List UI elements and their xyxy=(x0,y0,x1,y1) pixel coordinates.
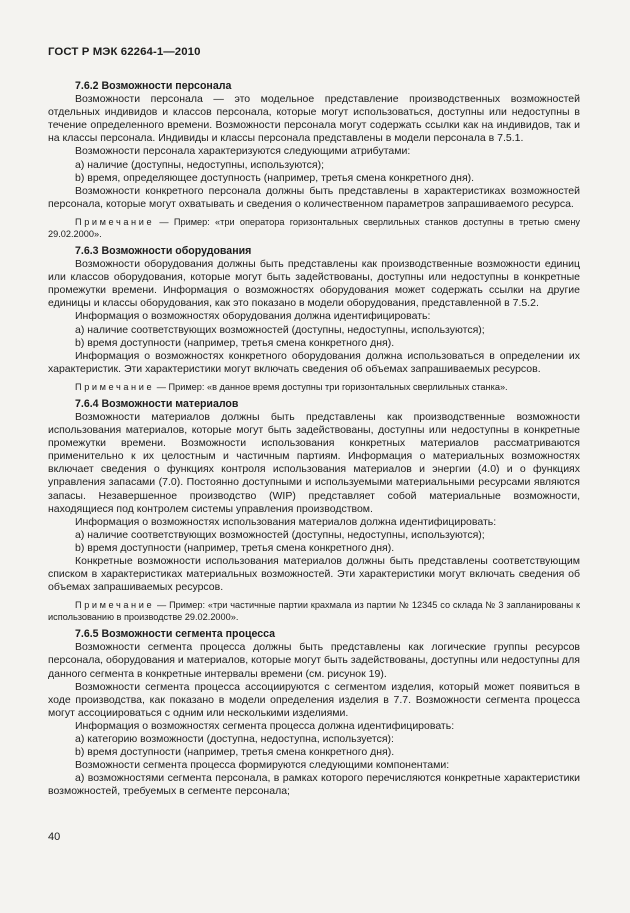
paragraph: Возможности сегмента процесса формируются следующими компонентами: xyxy=(75,759,450,772)
paragraph: Возможности материалов должны быть представлены как производственные возможности использования материалов, которые могут быть задействованы, доступны или недоступны в конкретные промежутки времени. Возможности использования конкретных материалов рассматриваются применительно к их целостным и частичным партиям. Информация о материальных возможностях включает сведения о функциях контроля использования материалов и энергии (4.0) и о функциях управления запасами (7.0). Постоянно доступными и используемыми материальными ресурсами являются запасы. Незавершенное производство (WIP) представляет собой материальные возможности, находящиеся под контролем системы управления производством. xyxy=(48,410,580,515)
document-body xyxy=(48,80,580,799)
section-material-capabilities xyxy=(48,398,580,623)
paragraph: Информация о возможностях конкретного оборудования должна использоваться в определении их характеристик. Эти характеристики могут включать сведения об объемах запрашиваемых ресурсов. xyxy=(48,349,580,375)
note xyxy=(48,216,580,240)
note-label: Примечание xyxy=(75,600,155,611)
section-heading: 7.6.3 Возможности оборудования xyxy=(75,244,252,257)
document-header: ГОСТ Р МЭК 62264-1—2010 xyxy=(48,46,201,58)
list-item: b) время доступности (например, третья смена конкретного дня). xyxy=(75,541,395,554)
note xyxy=(48,381,580,393)
section-equipment-capabilities xyxy=(48,245,580,393)
list-item: b) время доступности (например, третья смена конкретного дня). xyxy=(75,746,395,759)
list-item: а) возможностями сегмента персонала, в рамках которого перечисляются конкретные характеристики возможностей, требуемых в сегменте персонала; xyxy=(48,772,580,798)
section-heading: 7.6.5 Возможности сегмента процесса xyxy=(75,628,276,641)
paragraph: Возможности сегмента процесса должны быть представлены как логические группы ресурсов персонала, оборудования и материалов, которые могут быть задействованы, доступны или недоступны для данного сегмента в конкретные интервалы времени (см. рисунок 19). xyxy=(48,641,580,680)
list-item: а) категорию возможности (доступна, недоступна, используется): xyxy=(75,733,394,746)
paragraph: Возможности персонала — это модельное представление производственных возможностей отдельных индивидов и классов персонала, которые могут использоваться, доступны или недоступны в течение определенного времени. Возможности персонала могут содержать ссылки как на индивидов, так и на классы персонала. Индивиды и классы персонала представлены в модели персонала в 7.5.1. xyxy=(48,93,580,145)
paragraph: Информация о возможностях оборудования должна идентифицировать: xyxy=(75,310,431,323)
paragraph: Конкретные возможности использования материалов должны быть представлены соответствующим списком в характеристиках материальных возможностей. Эти характеристики могут включать сведения об объемах запрашиваемых ресурсов. xyxy=(48,555,580,594)
note-text: — Пример: «три частичные партии крахмала из партии № 12345 со склада № 3 запланированы к использованию в производстве 29.02.2000». xyxy=(48,600,580,623)
note-label: Примечание xyxy=(75,381,155,392)
paragraph: Возможности оборудования должны быть представлены как производственные возможности единиц или классов оборудования, которые могут быть задействованы, доступны или недоступны в конкретные промежутки времени. Информация о возможностях оборудования может содержать ссылки на другие единицы и классы оборудования, как это показано в модели оборудования, представленной в 7.5.2. xyxy=(48,258,580,310)
section-heading: 7.6.4 Возможности материалов xyxy=(75,397,239,410)
note-text: — Пример: «три оператора горизонтальных сверлильных станков доступны в третью смену 29.02.2000». xyxy=(48,216,580,239)
list-item: а) наличие соответствующих возможностей (доступны, недоступны, используются); xyxy=(75,323,485,336)
page-number: 40 xyxy=(48,831,61,843)
list-item: b) время доступности (например, третья смена конкретного дня). xyxy=(75,336,395,349)
note-label: Примечание xyxy=(75,216,155,227)
list-item: b) время, определяющее доступность (например, третья смена конкретного дня). xyxy=(75,171,475,184)
paragraph: Информация о возможностях использования материалов должна идентифицировать: xyxy=(75,515,497,528)
section-personnel-capabilities xyxy=(48,80,580,240)
paragraph: Возможности конкретного персонала должны быть представлены в характеристиках возможностей персонала, которые могут охватывать и сведения о количественном параметров запрашиваемого ресурса. xyxy=(48,184,580,210)
section-heading: 7.6.2 Возможности персонала xyxy=(75,80,232,92)
note-text: — Пример: «в данное время доступны три горизонтальных сверлильных станка». xyxy=(154,381,508,392)
note xyxy=(48,599,580,623)
paragraph: Возможности персонала характеризуются следующими атрибутами: xyxy=(75,145,411,158)
paragraph: Возможности сегмента процесса ассоциируются с сегментом изделия, который может появиться в ходе производства, как показано в модели определения изделия в 7.7. Возможности сегмента процесса могут ассоциироваться с одним или несколькими изделиями. xyxy=(48,680,580,719)
section-process-segment-capabilities xyxy=(48,628,580,798)
list-item: а) наличие (доступны, недоступны, используются); xyxy=(75,158,325,171)
list-item: а) наличие соответствующих возможностей (доступны, недоступны, используются); xyxy=(75,528,485,541)
paragraph: Информация о возможностях сегмента процесса должна идентифицировать: xyxy=(75,719,455,732)
